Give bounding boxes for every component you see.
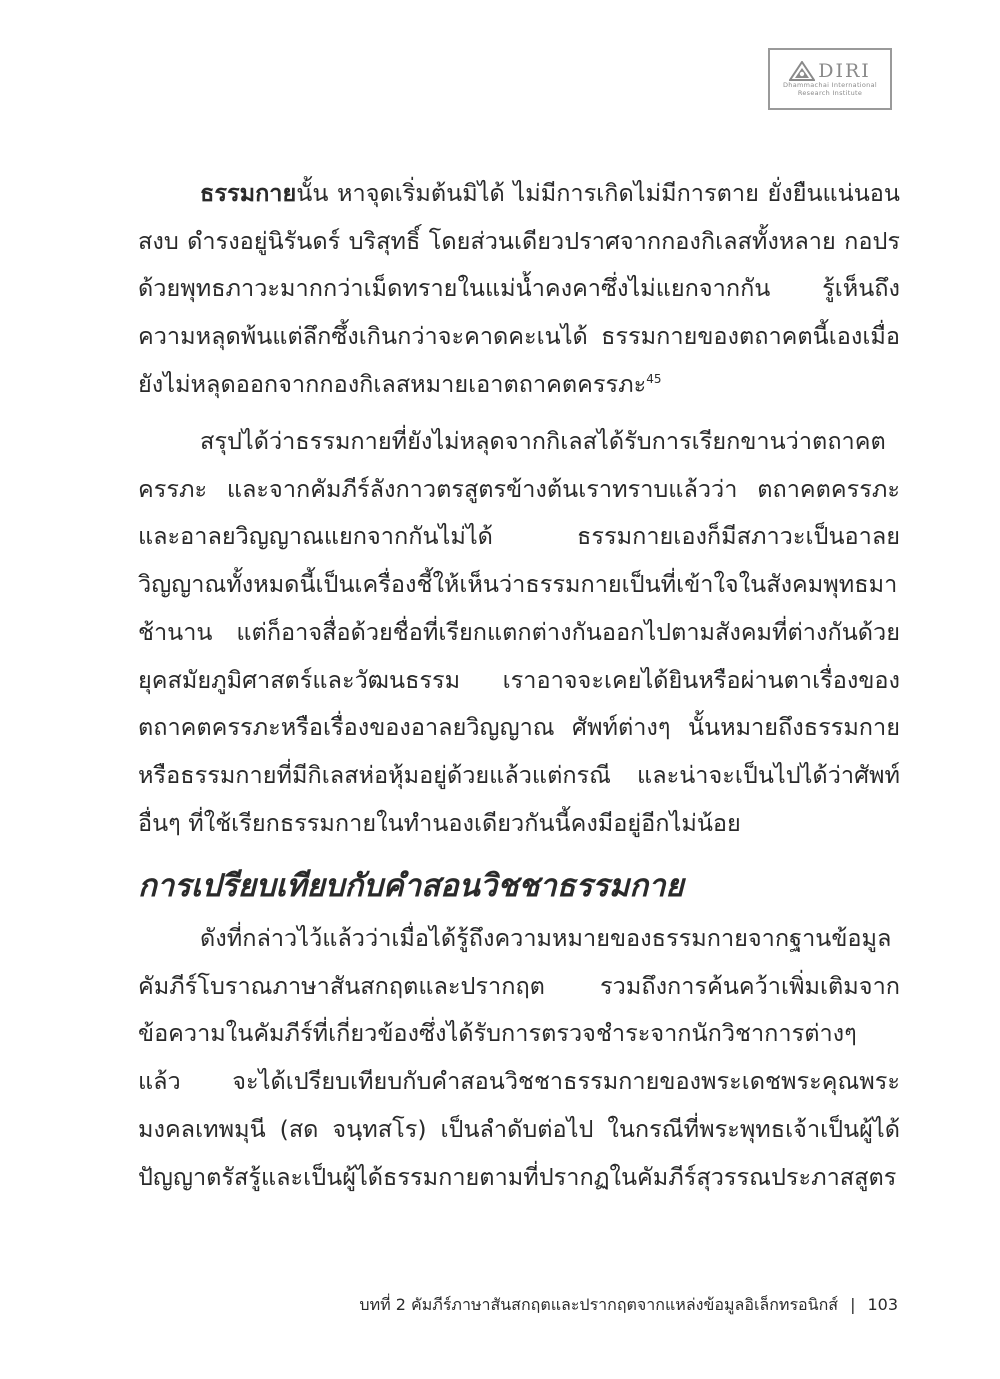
paragraph-2-text: สรุปได้ว่าธรรมกายที่ยังไม่หลุดจากกิเลสได้รับการเรียกขานว่าตถาคตครรภะ และจากคัมภีร์ลังกาวตรสูตรข้างต้นเราทราบแล้วว่า ตถาคตครรภะและอาลยวิญญาณแยกจากกันไม่ได้ ธรรมกายเองก็มีสภาวะเป็นอาลยวิญญาณทั้งหมดนี้เป็นเครื่องชี้ให้เห็นว่าธรรมกายเป็นที่เข้าใจในสังคมพุทธมาช้านาน แต่ก็อาจสื่อด้วยชื่อที่เรียกแตกต่างกันออกไปตามสังคมที่ต่างกันด้วยยุคสมัยภูมิศาสตร์และวัฒนธรรม เราอาจจะเคยได้ยินหรือผ่านตาเรื่องของตถาคตครรภะหรือเรื่องของอาลยวิญญาณ ศัพท์ต่างๆ นั้นหมายถึงธรรมกายหรือธรรมกายที่มีกิเลสห่อหุ้มอยู่ด้วยแล้วแต่กรณี และน่าจะเป็นไปได้ว่าศัพท์อื่นๆ ที่ใช้เรียกธรรมกายในทำนองเดียวกันนี้คงมีอยู่อีกไม่น้อย bbox=[138, 427, 900, 837]
paragraph-3-text: ดังที่กล่าวไว้แล้วว่าเมื่อได้รู้ถึงความหมายของธรรมกายจากฐานข้อมูลคัมภีร์โบราณภาษาสันสกฤตและปรากฤต รวมถึงการค้นคว้าเพิ่มเติมจากข้อความในคัมภีร์ที่เกี่ยวข้องซึ่งได้รับการตรวจชำระจากนักวิชาการต่างๆ แล้ว จะได้เปรียบเทียบกับคำสอนวิชชาธรรมกายของพระเดชพระคุณพระมงคลเทพมุนี (สด จนฺทสโร) เป็นลำดับต่อไป ในกรณีที่พระพุทธเจ้าเป็นผู้ได้ปัญญาตรัสรู้และเป็นผู้ได้ธรรมกายตามที่ปรากฏในคัมภีร์สุวรรณประภาสสูตร bbox=[138, 924, 900, 1191]
paragraph-2 bbox=[138, 418, 900, 847]
paragraph-1-bold-term: ธรรมกาย bbox=[200, 179, 297, 207]
footer-separator: | bbox=[850, 1295, 856, 1314]
paragraph-3 bbox=[138, 915, 900, 1201]
logo-name: DIRI bbox=[818, 60, 871, 82]
footnote-marker: 45 bbox=[646, 371, 662, 386]
diri-logo bbox=[768, 48, 892, 110]
logo-top-row bbox=[789, 61, 871, 81]
paragraph-1 bbox=[138, 170, 900, 409]
section-heading: การเปรียบเทียบกับคำสอนวิชชาธรรมกาย bbox=[138, 868, 684, 904]
page-footer bbox=[359, 1293, 898, 1318]
logo-subtitle-2: Research Institute bbox=[797, 89, 863, 97]
paragraph-1-text: นั้น หาจุดเริ่มต้นมิได้ ไม่มีการเกิดไม่มีการตาย ยั่งยืนแน่นอน สงบ ดำรงอยู่นิรันดร์ บริสุทธิ์ โดยส่วนเดียวปราศจากกองกิเลสทั้งหลาย กอปรด้วยพุทธภาวะมากกว่าเม็ดทรายในแม่น้ำคงคาซึ่งไม่แยกจากกัน รู้เห็นถึงความหลุดพ้นแต่ลึกซึ้งเกินกว่าจะคาดคะเนได้ ธรรมกายของตถาคตนี้เองเมื่อยังไม่หลุดออกจากกองกิเลสหมายเอาตถาคตครรภะ bbox=[138, 179, 900, 398]
triangle-logo-icon bbox=[789, 61, 815, 81]
page-number: 103 bbox=[867, 1295, 898, 1314]
logo-subtitle-1: Dhammachai International bbox=[783, 81, 877, 89]
footer-chapter-title: บทที่ 2 คัมภีร์ภาษาสันสกฤตและปรากฤตจากแหล่งข้อมูลอิเล็กทรอนิกส์ bbox=[359, 1295, 839, 1314]
